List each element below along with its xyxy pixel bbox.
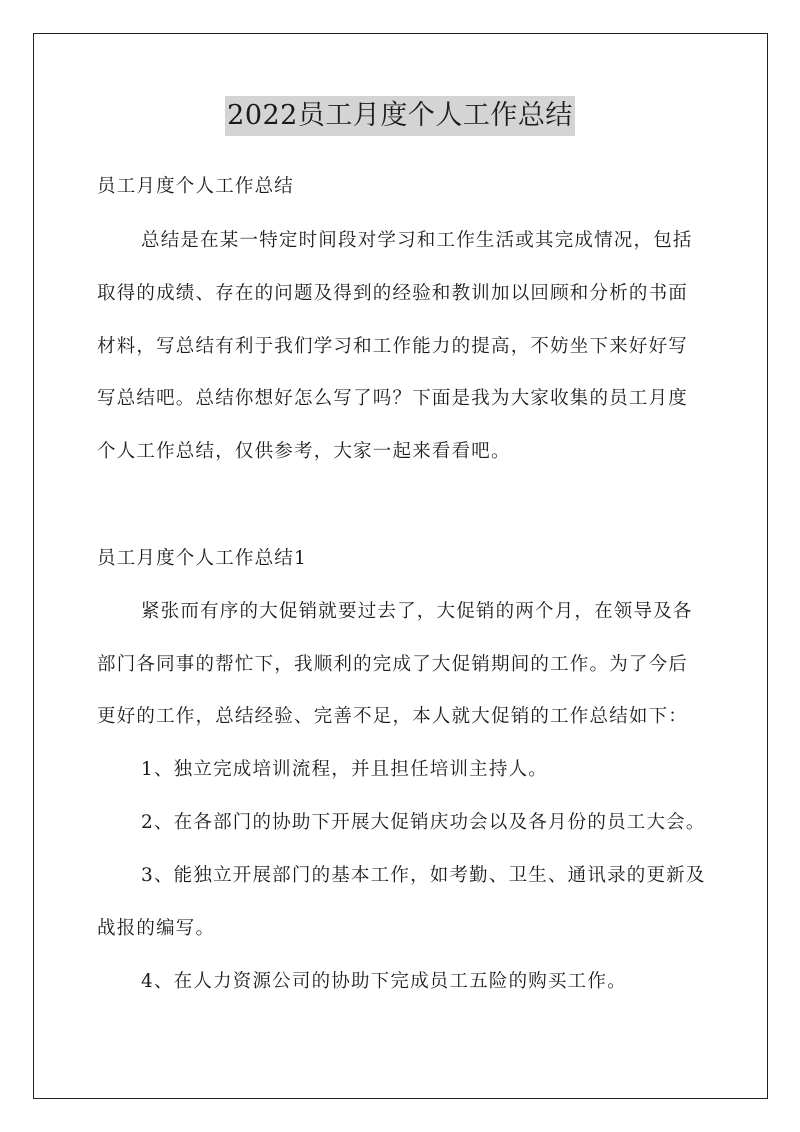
subtitle: 员工月度个人工作总结 bbox=[97, 176, 295, 197]
paragraph-line: 紧张而有序的大促销就要过去了，大促销的两个月，在领导及各 bbox=[141, 601, 693, 622]
title-container bbox=[0, 96, 800, 136]
document-title: 2022员工月度个人工作总结 bbox=[225, 96, 575, 136]
list-item: 3、能独立开展部门的基本工作，如考勤、卫生、通讯录的更新及 bbox=[141, 865, 706, 886]
paragraph-line: 总结是在某一特定时间段对学习和工作生活或其完成情况，包括 bbox=[141, 230, 693, 251]
paragraph-line: 更好的工作，总结经验、完善不足，本人就大促销的工作总结如下： bbox=[97, 706, 689, 727]
paragraph-line: 材料，写总结有利于我们学习和工作能力的提高，不妨坐下来好好写 bbox=[97, 336, 689, 357]
paragraph-line: 部门各同事的帮忙下，我顺利的完成了大促销期间的工作。为了今后 bbox=[97, 654, 689, 675]
paragraph-line: 写总结吧。总结你想好怎么写了吗？下面是我为大家收集的员工月度 bbox=[97, 388, 689, 409]
section-heading: 员工月度个人工作总结1 bbox=[97, 548, 307, 569]
list-item: 2、在各部门的协助下开展大促销庆功会以及各月份的员工大会。 bbox=[141, 812, 706, 833]
list-item: 4、在人力资源公司的协助下完成员工五险的购买工作。 bbox=[141, 971, 627, 992]
list-item-continuation: 战报的编写。 bbox=[97, 918, 216, 939]
paragraph-line: 取得的成绩、存在的问题及得到的经验和教训加以回顾和分析的书面 bbox=[97, 283, 689, 304]
list-item: 1、独立完成培训流程，并且担任培训主持人。 bbox=[141, 759, 548, 780]
paragraph-line: 个人工作总结，仅供参考，大家一起来看看吧。 bbox=[97, 441, 511, 462]
